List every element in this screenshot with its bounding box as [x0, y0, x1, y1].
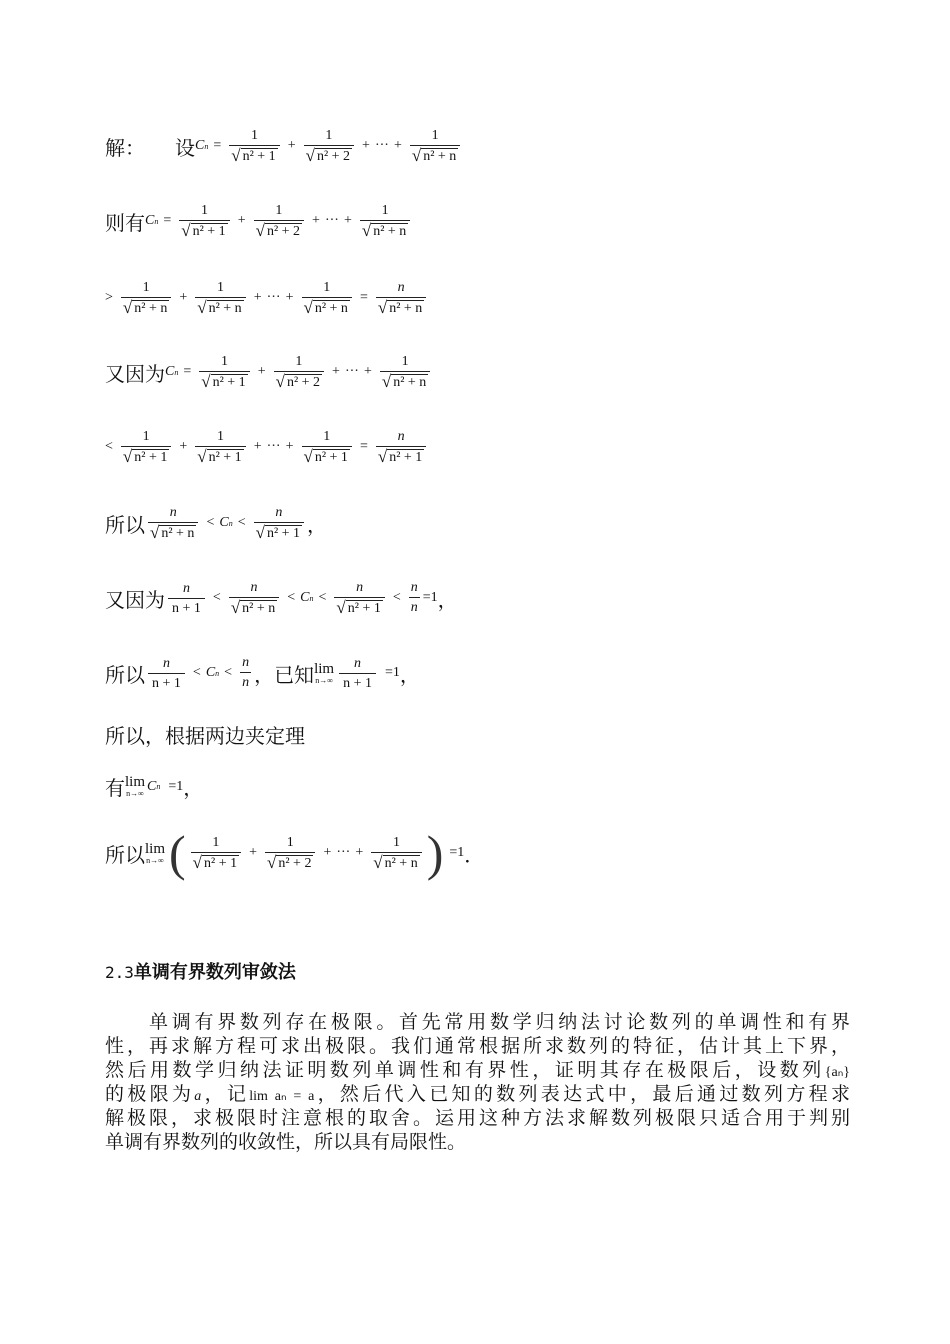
equation-line-8: 所以 $\frac{n}{n + 1}$ < C n < $\frac{n}{n}$ ， 已知 lim n→∞ $\frac{n}{n + 1}$ =1 ， — [105, 655, 420, 691]
equation-line-2 — [105, 203, 413, 239]
text-line-theorem: 所以，根据两边夹定理 — [105, 724, 305, 748]
solve-label: 解： — [105, 135, 145, 160]
again-label: 又因为 — [105, 361, 165, 386]
section-paragraph: 单调有界数列存在极限。首先常用数学归纳法讨论数列的单调性和有界 性，再求解方程可求出极限。我们通常根据所求数列的特征，估计其上下界， 然后用数学归纳法证明数列单调性和有界性，证明其存在极限后，设数列{aₙ} 的极限为a，记lim aₙ = a，然后代入已知的数列表达式中，最后通过数列方程求 解极限，求极限时注意根的取舍。运用这种方法求解数列极限只适合用于判别 单调有界数列的收敛性，所以具有局限性。 — [105, 1011, 850, 1153]
fraction-1-n2plusn: 1 √ n² + n — [410, 128, 460, 164]
let-label: 设 — [175, 135, 195, 160]
lower-bound-expression: > 1 √ n² + n + 1 √ n² + n + ··· + 1 √ n² + n = n √ n² + n — [105, 280, 429, 316]
section-number: 2.3 — [105, 963, 134, 982]
equation-line-10: 有 lim n→∞ C n =1 ， — [105, 774, 204, 800]
cn-expression: C n = 1 √ n² + 1 + 1 √ n² + 2 + ··· + 1 √ n² + n — [195, 128, 463, 164]
fraction-1-n2plus1: 1 √ n² + 1 — [229, 128, 279, 164]
equation-line-3 — [105, 280, 429, 316]
equation-line-6: 所以 n √ n² + n < C n < n √ n² + 1 ， — [105, 505, 328, 542]
section-heading — [105, 958, 296, 984]
so-label: 所以 — [105, 512, 145, 537]
equation-line-11: 所以 lim n→∞ ( 1 √ n² + 1 + 1 √ n² + 2 + ··· + 1 √ n² + n ) =1 ． — [105, 825, 485, 881]
then-label: 则有 — [105, 210, 145, 235]
fraction-1-n2plus2: 1 √ n² + 2 — [304, 128, 354, 164]
have-label: 有 — [105, 776, 125, 800]
upper-bound-expression: < 1 √ n² + 1 + 1 √ n² + 1 + ··· + 1 √ n² + 1 = n √ n² + 1 — [105, 429, 429, 465]
equation-line-5 — [105, 429, 429, 465]
equation-line-7: 又因为 $\frac{n}{n + 1}$ < n √ n² + n < C n < n √ n² + 1 < $\frac{n}{n}$ =1 ， — [105, 580, 458, 617]
cn-expression: C n = 1 √ n² + 1 + 1 √ n² + 2 + ··· + 1 √ n² + n — [145, 203, 413, 239]
known-label: 已知 — [274, 662, 315, 687]
equation-line-4: 又因为 C n = 1 √ n² + 1 + 1 √ n² + 2 + ··· + 1 √ n² + n — [105, 354, 433, 390]
equation-line-1 — [105, 128, 463, 164]
section-title: 单调有界数列审敛法 — [133, 962, 296, 983]
